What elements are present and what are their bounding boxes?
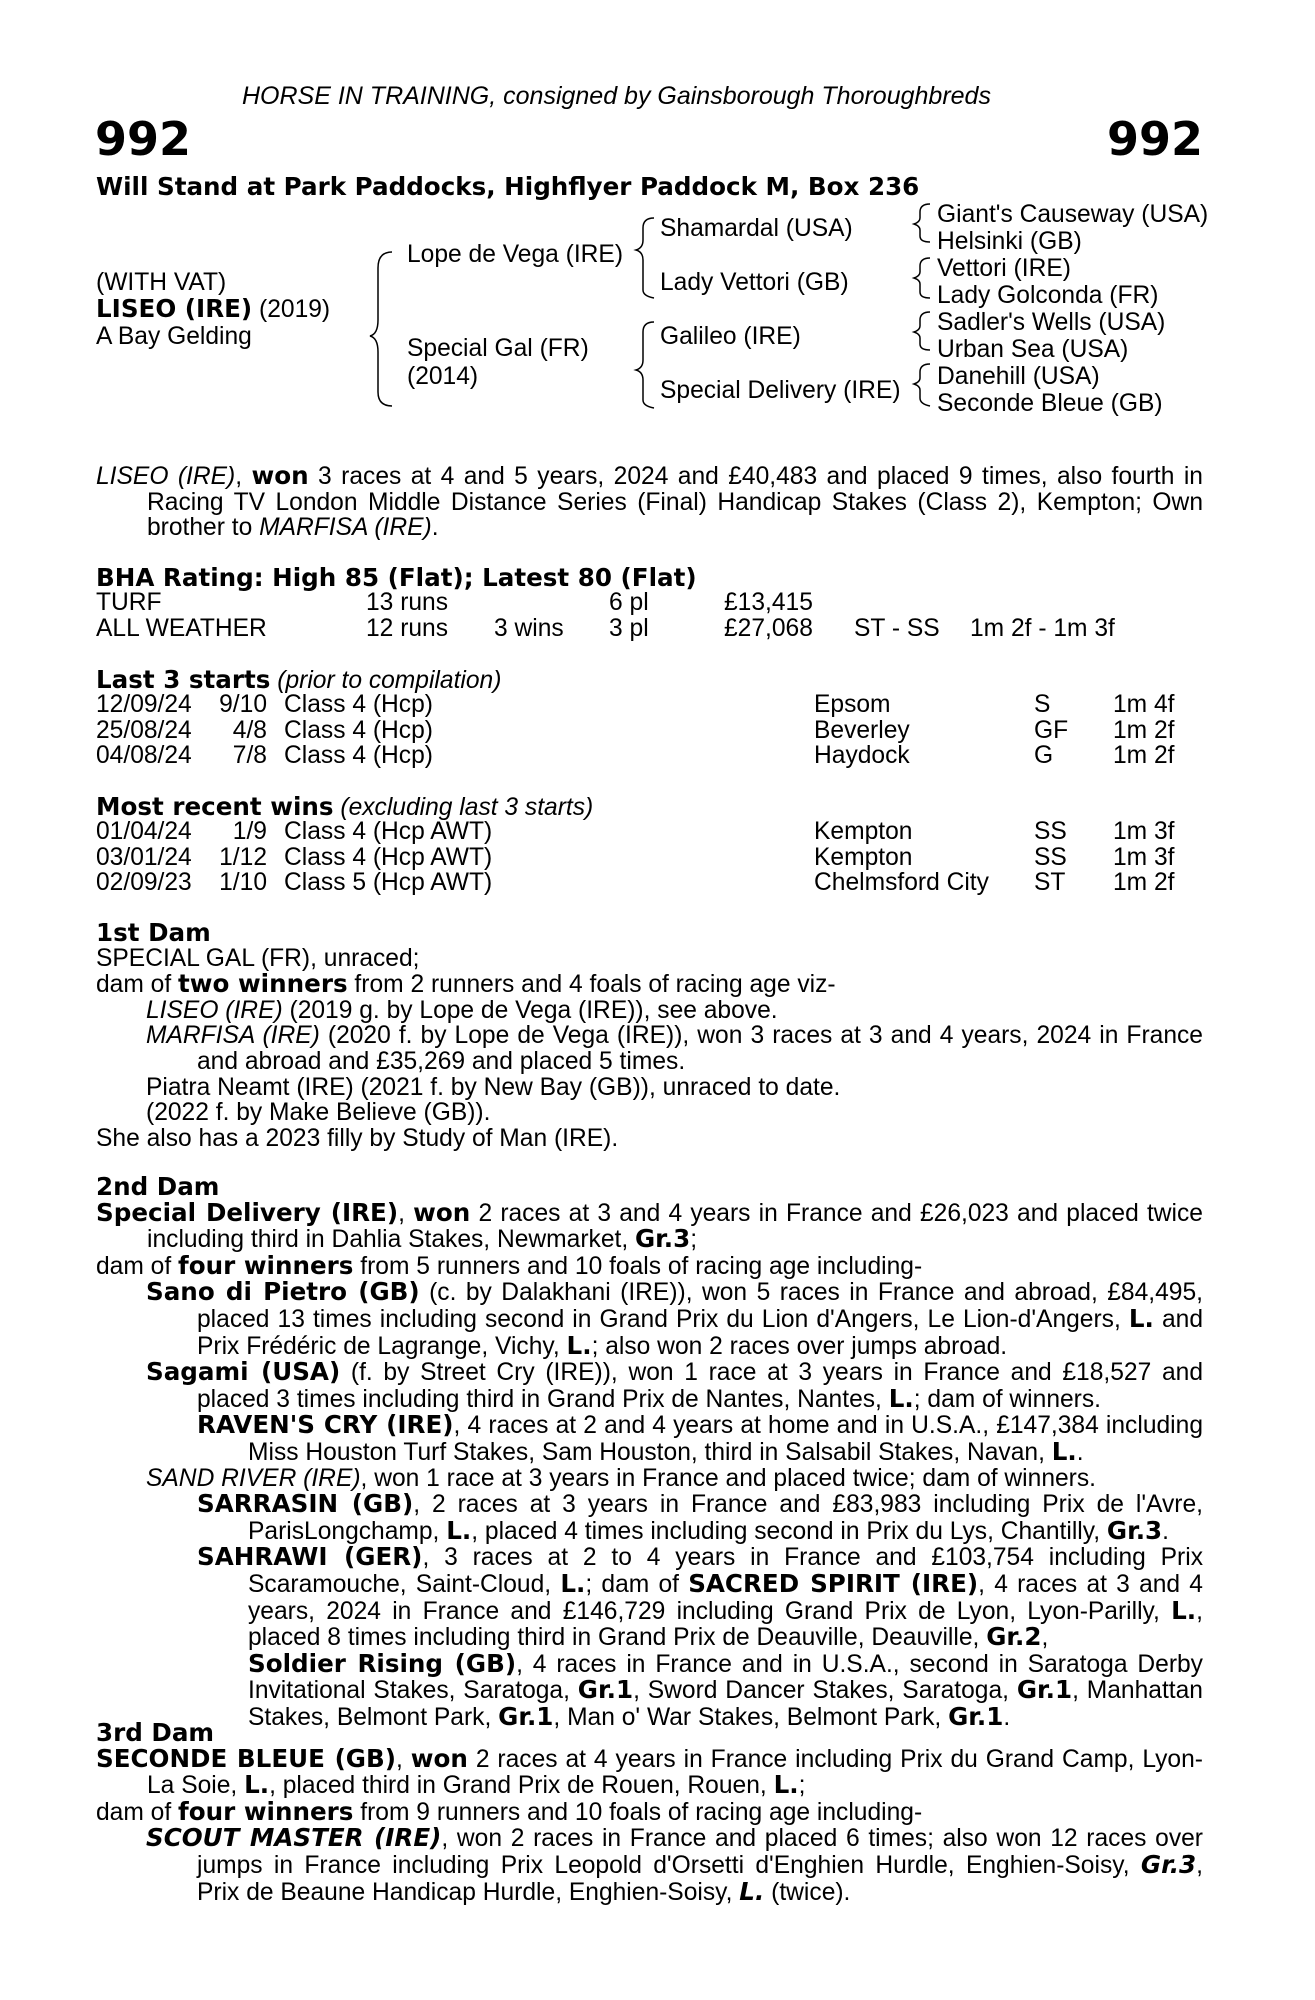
produce-text: , won 2 races in France and placed 6 times; also won 12 races over jumps in France including Prix Leopold d'Orsetti d'Enghien Hurdle, Enghien-Soisy, bbox=[197, 1825, 1203, 1879]
produce-entry bbox=[96, 1359, 1203, 1412]
win-course: Kempton bbox=[814, 843, 913, 871]
produce-text: (f. by Street Cry (IRE)), won 1 race at 3 years in France and £18,527 and placed 3 times including third in Grand Prix de Nantes, Nantes, bbox=[197, 1359, 1203, 1413]
dam-of-text: from 2 runners and 4 foals of racing age viz- bbox=[347, 971, 836, 999]
vat-note: (WITH VAT) bbox=[96, 269, 227, 296]
produce-name: MARFISA (IRE) bbox=[146, 1022, 320, 1050]
pedigree-g7: Danehill (USA) bbox=[937, 363, 1100, 390]
last-starts-note: (prior to compilation) bbox=[277, 667, 502, 694]
dam: Special Gal (FR) bbox=[407, 335, 589, 362]
record-end: ; bbox=[798, 1772, 806, 1800]
wins bbox=[494, 590, 609, 616]
produce-name: Sano di Pietro (GB) bbox=[146, 1277, 420, 1307]
prize: £27,068 bbox=[724, 614, 813, 642]
produce-entry bbox=[96, 1825, 1203, 1905]
win-course: Kempton bbox=[814, 818, 913, 845]
table-row bbox=[96, 616, 1115, 642]
produce-name: SACRED SPIRIT (IRE) bbox=[688, 1568, 979, 1598]
produce-text: , placed 4 times including second in Prix du Lys, Chantilly, bbox=[471, 1517, 1107, 1545]
table-row bbox=[96, 870, 1175, 896]
recent-wins-table bbox=[96, 819, 1175, 896]
produce-text: and Prix Frédéric de Lagrange, Vichy, bbox=[197, 1305, 1203, 1360]
dam-of-text: from 9 runners and 10 foals of racing age including- bbox=[353, 1798, 923, 1826]
winners-count: four winners bbox=[178, 1250, 354, 1280]
runs: 13 runs bbox=[366, 589, 449, 616]
produce-text: , Man o' War Stakes, Belmont Park, bbox=[553, 1703, 949, 1731]
produce-entry bbox=[96, 1023, 1203, 1074]
third-dam-heading: 3rd Dam bbox=[96, 1718, 215, 1747]
produce-text: , 4 races at 3 and 4 years, 2024 in France and £146,729 including Grand Prix de Lyon, Lyon-Parilly, bbox=[248, 1570, 1203, 1625]
produce-text: , Manhattan Stakes, Belmont Park, bbox=[248, 1677, 1203, 1731]
winners-count: four winners bbox=[178, 1796, 354, 1826]
horse-name: LISEO (IRE) bbox=[96, 294, 253, 323]
grade-label: Gr.1 bbox=[948, 1701, 1004, 1731]
prize: £13,415 bbox=[724, 589, 813, 616]
last-starts-title: Last 3 starts bbox=[96, 665, 271, 694]
produce-text: ; dam of winners. bbox=[913, 1385, 1101, 1413]
listed-label: L. bbox=[560, 1568, 586, 1598]
produce-name: SCOUT MASTER (IRE) bbox=[146, 1823, 442, 1853]
grandproduce-entry bbox=[96, 1648, 1203, 1731]
produce-name: SAHRAWI (GER) bbox=[197, 1542, 423, 1572]
record-text: 2 races at 3 and 4 years in France and £26,023 and placed twice including third in Dahlia Stakes, Newmarket, bbox=[147, 1199, 1203, 1254]
produce-entry bbox=[96, 1279, 1203, 1359]
third-dam-record: SECONDE BLEUE (GB), won 2 races at 4 years in France including Prix du Grand Camp, Lyon-La Soie, L., placed third in Grand Prix de Rouen, Rouen, L.; bbox=[96, 1743, 1203, 1800]
grandproduce-entry bbox=[96, 1544, 1203, 1650]
table-row bbox=[96, 845, 1175, 871]
win-position: 1/10 bbox=[219, 869, 267, 897]
win-class: Class 4 (Hcp AWT) bbox=[284, 843, 493, 871]
produce-note: She also has a 2023 filly by Study of Man (IRE). bbox=[96, 1124, 619, 1152]
produce-text: , placed 8 times including third in Grand Prix de Deauville, Deauville, bbox=[248, 1597, 1203, 1652]
produce-entry bbox=[96, 998, 1203, 1024]
table-row bbox=[96, 692, 1175, 718]
pedigree-g5: Sadler's Wells (USA) bbox=[937, 309, 1166, 336]
grade-label: Gr.1 bbox=[577, 1675, 634, 1705]
grade-label: Gr.1 bbox=[498, 1701, 554, 1731]
first-dam-name: SPECIAL GAL (FR), unraced; bbox=[96, 944, 420, 972]
produce-name: SARRASIN (GB) bbox=[197, 1489, 414, 1519]
winners-count: two winners bbox=[178, 969, 348, 999]
start-distance: 1m 4f bbox=[1113, 691, 1175, 718]
win-position: 1/9 bbox=[232, 818, 267, 845]
second-dam-produce-summary bbox=[96, 1250, 1203, 1280]
win-going: SS bbox=[1034, 818, 1067, 845]
dam-dam: Special Delivery (IRE) bbox=[660, 377, 901, 404]
placed: 3 pl bbox=[609, 614, 649, 642]
start-course: Haydock bbox=[814, 742, 910, 770]
produce-text: , 2 races at 3 years in France and £83,983 including Prix de l'Avre, ParisLongchamp, bbox=[248, 1491, 1203, 1545]
dam-of-text: from 5 runners and 10 foals of racing age including- bbox=[353, 1252, 923, 1280]
pedigree-g8: Seconde Bleue (GB) bbox=[937, 390, 1163, 417]
first-dam-produce-summary bbox=[96, 971, 1203, 998]
produce-text: . bbox=[1076, 1438, 1084, 1466]
grandproduce-entry bbox=[96, 1491, 1203, 1544]
placed: 6 pl bbox=[609, 589, 649, 616]
grade-label: Gr.1 bbox=[1016, 1675, 1073, 1705]
win-going: SS bbox=[1034, 843, 1067, 871]
produce-text: ; also won 2 races over jumps abroad. bbox=[591, 1332, 1008, 1360]
produce-text: . bbox=[1162, 1517, 1170, 1545]
produce-text: , Sword Dancer Stakes, Saratoga, bbox=[633, 1677, 1017, 1705]
surface: TURF bbox=[96, 589, 162, 616]
pedigree-g6: Urban Sea (USA) bbox=[937, 336, 1129, 363]
produce-text: (c. by Dalakhani (IRE)), won 5 races in France and abroad, £84,495, placed 13 times including second in Grand Prix du Lion d'Angers, Le Lion-d'Angers, bbox=[197, 1279, 1203, 1333]
produce-text: , bbox=[1041, 1624, 1049, 1652]
produce-text: , 3 races at 2 to 4 years in France and £103,754 including Prix Scaramouche, Saint-Cloud, bbox=[248, 1544, 1203, 1598]
listed-label: L. bbox=[566, 1330, 592, 1360]
sire-dam: Lady Vettori (GB) bbox=[660, 269, 849, 296]
produce-text: (2019 g. by Lope de Vega (IRE)), see above. bbox=[282, 996, 778, 1024]
win-class: Class 4 (Hcp AWT) bbox=[284, 818, 493, 845]
summary-text: 3 races at 4 and 5 years, 2024 and £40,483 and placed 9 times, also fourth in Racing TV London Middle Distance Series (Final) Handicap Stakes (Class 2), Kempton; Own brother to bbox=[147, 463, 1203, 542]
produce-text: , 4 races in France and in U.S.A., second in Saratoga Derby Invitational Stakes, Saratoga, bbox=[248, 1650, 1203, 1705]
horse-description: A Bay Gelding bbox=[96, 323, 252, 350]
produce-text: , 4 races at 2 and 4 years at home and in U.S.A., £147,384 including Miss Houston Turf Stakes, Sam Houston, third in Salsabil Stakes, Navan, bbox=[248, 1412, 1203, 1466]
table-row bbox=[96, 590, 1115, 616]
distance: 1m 2f - 1m 3f bbox=[970, 614, 1115, 642]
won-label: won bbox=[410, 1743, 468, 1773]
start-distance: 1m 2f bbox=[1113, 742, 1175, 770]
summary-sibling: MARFISA (IRE) bbox=[259, 514, 432, 542]
dam-of-label: dam of bbox=[96, 1798, 179, 1826]
recent-wins-title: Most recent wins bbox=[96, 792, 334, 821]
sire: Lope de Vega (IRE) bbox=[407, 241, 624, 268]
grade-label: Gr.3 bbox=[1106, 1515, 1163, 1545]
third-dam-section bbox=[96, 1720, 1203, 1905]
listed-label: L. bbox=[1128, 1303, 1154, 1333]
second-dam-record: Special Delivery (IRE), won 2 races at 3 and 4 years in France and £26,023 and placed twice including third in Dahlia Stakes, Newmarket, Gr.3; bbox=[96, 1197, 1203, 1254]
table-row bbox=[96, 718, 1175, 744]
start-going: GF bbox=[1034, 716, 1069, 744]
start-date: 04/08/24 bbox=[96, 742, 192, 770]
produce-name: RAVEN'S CRY (IRE) bbox=[197, 1410, 454, 1440]
win-position: 1/12 bbox=[219, 843, 267, 871]
won-label: won bbox=[413, 1197, 471, 1227]
dam-sire: Galileo (IRE) bbox=[660, 323, 801, 350]
stand-location: Will Stand at Park Paddocks, Highflyer Paddock M, Box 236 bbox=[96, 172, 920, 201]
pedigree-g4: Lady Golconda (FR) bbox=[937, 282, 1159, 309]
last-starts-table bbox=[96, 692, 1175, 769]
win-going: ST bbox=[1034, 869, 1066, 897]
start-class: Class 4 (Hcp) bbox=[284, 691, 433, 718]
third-dam-name: SECONDE BLEUE (GB) bbox=[96, 1743, 396, 1773]
going bbox=[854, 590, 970, 616]
horse-year: (2019) bbox=[259, 296, 331, 323]
produce-name: Soldier Rising (GB) bbox=[248, 1648, 517, 1678]
table-row bbox=[96, 743, 1175, 769]
produce-text: (twice). bbox=[764, 1878, 851, 1906]
race-summary: LISEO (IRE), won 3 races at 4 and 5 years, 2024 and £40,483 and placed 9 times, also fourth in Racing TV London Middle Distance Series (Final) Handicap Stakes (Class 2), Kempton; Own brother to MARFISA (IRE). bbox=[96, 461, 1203, 542]
listed-label: L. bbox=[446, 1515, 472, 1545]
lot-number-right: 992 bbox=[1106, 112, 1203, 166]
grandproduce-entry bbox=[96, 1412, 1203, 1465]
start-class: Class 4 (Hcp) bbox=[284, 716, 433, 744]
produce-name: LISEO (IRE) bbox=[146, 996, 283, 1024]
produce-entry: Piatra Neamt (IRE) (2021 f. by New Bay (GB)), unraced to date. bbox=[146, 1073, 841, 1101]
third-dam-produce-summary bbox=[96, 1796, 1203, 1826]
listed-label: L. bbox=[773, 1770, 799, 1800]
start-course: Beverley bbox=[814, 716, 910, 744]
win-distance: 1m 2f bbox=[1113, 869, 1175, 897]
start-class: Class 4 (Hcp) bbox=[284, 742, 433, 770]
start-going: G bbox=[1034, 742, 1054, 770]
grade-label: Gr.3 bbox=[635, 1224, 691, 1254]
produce-text: , won 1 race at 3 years in France and placed twice; dam of winners. bbox=[360, 1464, 1096, 1492]
produce-text: ; dam of bbox=[585, 1570, 689, 1598]
summary-horse-name: LISEO (IRE) bbox=[96, 463, 236, 490]
second-dam-heading: 2nd Dam bbox=[96, 1172, 220, 1201]
pedigree-g2: Helsinki (GB) bbox=[937, 228, 1082, 255]
listed-label: L. bbox=[1051, 1436, 1077, 1466]
produce-text: , Prix de Beaune Handicap Hurdle, Enghien-Soisy, bbox=[197, 1851, 1203, 1906]
consignor-line: HORSE IN TRAINING, consigned by Gainsborough Thoroughbreds bbox=[242, 82, 991, 110]
second-dam-section bbox=[96, 1174, 1203, 1730]
start-going: S bbox=[1034, 691, 1051, 718]
table-row bbox=[96, 819, 1175, 845]
dam-of-label: dam of bbox=[96, 971, 179, 999]
produce-text: . bbox=[1003, 1703, 1011, 1731]
second-dam-name: Special Delivery (IRE) bbox=[96, 1197, 399, 1227]
record-end: ; bbox=[690, 1226, 698, 1254]
listed-label: L. bbox=[888, 1383, 914, 1413]
runs: 12 runs bbox=[366, 614, 449, 642]
going: ST - SS bbox=[854, 614, 940, 642]
last-starts-heading bbox=[96, 667, 501, 694]
first-dam-heading: 1st Dam bbox=[96, 918, 211, 947]
start-position: 7/8 bbox=[232, 742, 267, 770]
produce-text: (2020 f. by Lope de Vega (IRE)), won 3 races at 3 and 4 years, 2024 in France and abroad and £35,269 and placed 5 times. bbox=[197, 1022, 1203, 1075]
start-date: 12/09/24 bbox=[96, 691, 192, 718]
dam-year: (2014) bbox=[407, 363, 479, 390]
distance bbox=[970, 590, 1115, 616]
lot-number-left: 992 bbox=[95, 112, 192, 166]
listed-label: L. bbox=[1171, 1595, 1197, 1625]
start-date: 25/08/24 bbox=[96, 716, 192, 744]
win-distance: 1m 3f bbox=[1113, 818, 1175, 845]
recent-wins-heading bbox=[96, 794, 593, 821]
produce-name: Sagami (USA) bbox=[146, 1357, 341, 1387]
produce-entry bbox=[96, 1466, 1203, 1492]
listed-label: L. bbox=[244, 1770, 270, 1800]
rating-table bbox=[96, 590, 1115, 641]
pedigree-g3: Vettori (IRE) bbox=[937, 255, 1071, 282]
surface: ALL WEATHER bbox=[96, 614, 267, 642]
recent-wins-note: (excluding last 3 starts) bbox=[340, 794, 594, 821]
grade-label: Gr.2 bbox=[986, 1622, 1042, 1652]
pedigree-g1: Giant's Causeway (USA) bbox=[937, 201, 1209, 228]
record-text: , placed third in Grand Prix de Rouen, Rouen, bbox=[269, 1772, 774, 1800]
start-distance: 1m 2f bbox=[1113, 716, 1175, 744]
win-date: 01/04/24 bbox=[96, 818, 192, 845]
win-date: 03/01/24 bbox=[96, 843, 192, 871]
start-course: Epsom bbox=[814, 691, 891, 718]
win-course: Chelmsford City bbox=[814, 869, 989, 897]
win-distance: 1m 3f bbox=[1113, 843, 1175, 871]
dam-of-label: dam of bbox=[96, 1252, 179, 1280]
win-date: 02/09/23 bbox=[96, 869, 192, 897]
sire-sire: Shamardal (USA) bbox=[660, 215, 853, 242]
summary-won: won bbox=[251, 461, 309, 490]
record-text: 2 races at 4 years in France including Prix du Grand Camp, Lyon-La Soie, bbox=[147, 1745, 1203, 1800]
wins: 3 wins bbox=[494, 614, 564, 642]
first-dam-section bbox=[96, 920, 1203, 1151]
grade-label: Gr.3 bbox=[1140, 1849, 1197, 1879]
start-position: 9/10 bbox=[219, 691, 267, 718]
bha-rating: BHA Rating: High 85 (Flat); Latest 80 (Flat) bbox=[96, 563, 697, 592]
produce-entry: (2022 f. by Make Believe (GB)). bbox=[146, 1099, 491, 1127]
win-class: Class 5 (Hcp AWT) bbox=[284, 869, 493, 897]
produce-name: SAND RIVER (IRE) bbox=[146, 1464, 361, 1492]
summary-end: . bbox=[431, 514, 439, 542]
listed-label: L. bbox=[739, 1876, 765, 1906]
start-position: 4/8 bbox=[232, 716, 267, 744]
